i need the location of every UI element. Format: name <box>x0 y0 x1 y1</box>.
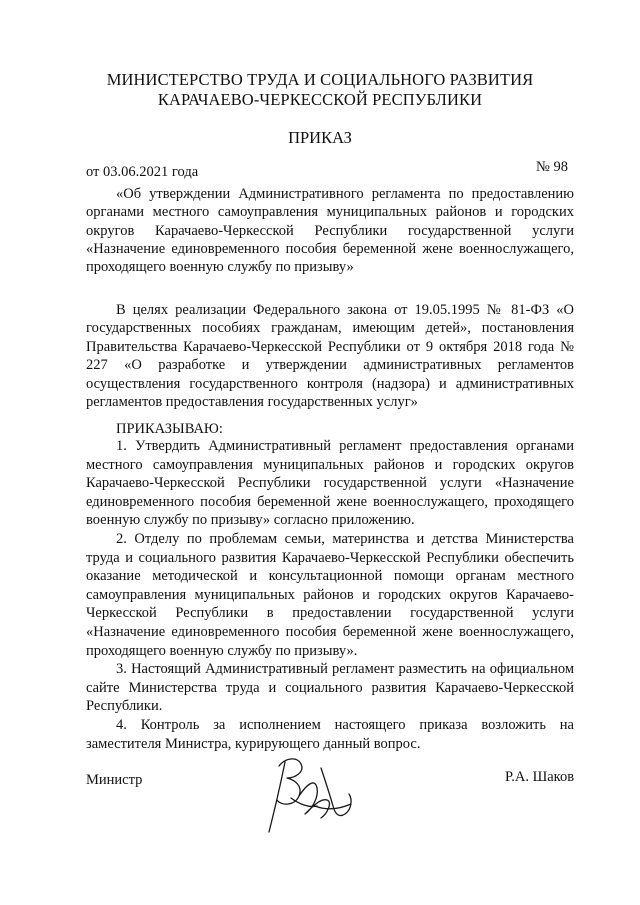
ministry-name-line-2: КАРАЧАЕВО-ЧЕРКЕССКОЙ РЕСПУБЛИКИ <box>157 90 483 109</box>
order-preamble: В целях реализации Федерального закона от 19.05.1995 № 81-ФЗ «О государственных пособиях гражданам, имеющим детей», постановления Правительства Карачаево-Черкесской Республики от 9 октября 2018 года № 227 «О разработке и утверждении административных регламентов осуществления государственного контроля (надзора) и административных регламентов предоставления государственных услуг» <box>86 302 574 411</box>
order-items <box>86 437 574 753</box>
signer-position: Министр <box>86 772 143 788</box>
order-item-3: 3. Настоящий Административный регламент разместить на официальном сайте Министерства труда и социального развития Карачаево-Черкесской Республики. <box>86 661 574 715</box>
order-number: № 98 <box>536 159 568 175</box>
order-subject: «Об утверждении Административного регламента по предоставлению органами местного самоуправления муниципальных районов и городских округов Карачаево-Черкесской Республики государственной услуги «Назначение единовременного пособия беременной жене военнослужащего, проходящего военную службу по призыву» <box>86 186 574 276</box>
order-item-1: 1. Утвердить Административный регламент предоставления органами местного самоуправления муниципальных районов и городских округов Карачаево-Черкесской Республики государственной услуги «Назначение единовременного пособия беременной жене военнослужащего, проходящего военную службу по призыву» согласно приложению. <box>86 438 574 529</box>
handwritten-signature <box>255 748 365 840</box>
ministry-header <box>60 70 580 110</box>
document-type-title: ПРИКАЗ <box>288 128 352 147</box>
ministry-name-line-1: МИНИСТЕРСТВО ТРУДА И СОЦИАЛЬНОГО РАЗВИТИЯ <box>106 70 534 89</box>
signer-name: Р.А. Шаков <box>505 769 575 785</box>
order-item-4: 4. Контроль за исполнением настоящего приказа возложить на заместителя Министра, курирующего данный вопрос. <box>86 716 574 752</box>
order-date: от 03.06.2021 года <box>86 164 199 180</box>
order-item-2: 2. Отделу по проблемам семьи, материнства и детства Министерства труда и социального развития Карачаево-Черкесской Республики обеспечить оказание методической и консультационной помощи органам местного самоуправления муниципальных районов и городских округов Карачаево-Черкесской Республики в предоставлении государственной услуги «Назначение единовременного пособия беременной жене военнослужащего, проходящего военную службу по призыву». <box>86 530 574 659</box>
orders-heading: ПРИКАЗЫВАЮ: <box>116 421 223 437</box>
